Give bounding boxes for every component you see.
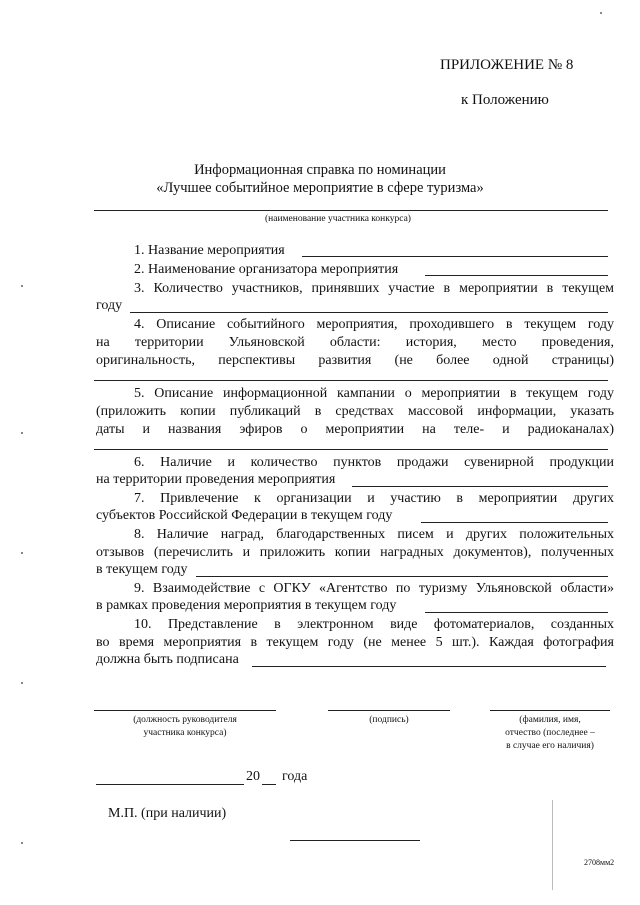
answer-line	[352, 486, 608, 487]
answer-line	[302, 256, 608, 257]
answer-line	[94, 449, 608, 450]
item-text-cont: отзывов (перечислить и приложить копии наградных документов), полученных	[96, 545, 614, 560]
item-number: 4.	[134, 317, 145, 332]
item-number: 2.	[134, 262, 145, 277]
item-text: Описание событийного мероприятия, проходившего в текущем году	[156, 317, 615, 332]
item-text-cont: в рамках проведения мероприятия в текущем году	[96, 598, 397, 613]
position-caption: (должность руководителя участника конкурса)	[133, 715, 237, 738]
list-item	[96, 454, 614, 472]
item-number: 6.	[134, 455, 145, 470]
item-number: 10.	[134, 617, 152, 632]
signature-line	[328, 710, 450, 711]
scan-mark	[21, 842, 23, 844]
answer-line	[130, 312, 608, 313]
document-title-line2: «Лучшее событийное мероприятие в сфере туризма»	[156, 180, 484, 196]
item-text: Количество участников, принявших участие в мероприятии в текущем	[153, 281, 615, 296]
date-year-prefix: 20	[246, 769, 260, 784]
date-year-line	[262, 784, 276, 785]
list-item	[96, 526, 614, 544]
item-text: Привлечение к организации и участию в мероприятии других	[160, 491, 615, 506]
item-text: Описание информационной кампании о мероприятии в текущем году	[154, 386, 614, 401]
item-number: 3.	[134, 281, 145, 296]
scan-edge-line	[552, 800, 553, 890]
item-number: 5.	[134, 386, 145, 401]
item-text: Представление в электронном виде фотоматериалов, созданных	[167, 617, 614, 632]
item-number: 1.	[134, 243, 145, 258]
footer-code: 2708мм2	[584, 858, 615, 867]
item-text: Название мероприятия	[148, 243, 285, 258]
participant-caption: (наименование участника конкурса)	[265, 214, 411, 224]
item-number: 9.	[134, 581, 145, 596]
stamp-line	[290, 840, 420, 841]
item-text-cont: году	[96, 298, 123, 313]
date-year-word: года	[282, 769, 308, 784]
scan-mark	[600, 12, 602, 14]
answer-line	[425, 275, 608, 276]
item-text-cont: субъектов Российской Федерации в текущем году	[96, 508, 393, 523]
full-name-line	[490, 710, 610, 711]
answer-line	[425, 612, 608, 613]
item-text: Наименование организатора мероприятия	[148, 262, 399, 277]
item-text: Наличие наград, благодарственных писем и других положительных	[156, 527, 614, 542]
scan-mark	[21, 552, 23, 554]
item-text-cont: должна быть подписана	[96, 652, 239, 667]
answer-line	[421, 522, 608, 523]
document-title-line1: Информационная справка по номинации	[194, 162, 446, 178]
item-text-cont: даты и названия эфиров о мероприятии на теле- и радиоканалах)	[96, 422, 614, 437]
list-item	[96, 242, 614, 260]
item-number: 7.	[134, 491, 145, 506]
answer-line	[94, 380, 608, 381]
item-text-cont: на территории Ульяновской области: история, место проведения,	[96, 335, 614, 350]
list-item	[96, 316, 614, 334]
list-item	[96, 580, 614, 598]
answer-line	[252, 666, 606, 667]
list-item	[96, 385, 614, 403]
list-item	[96, 280, 614, 298]
item-text-cont: на территории проведения мероприятия	[96, 472, 336, 487]
list-item	[96, 490, 614, 508]
item-text-cont: в текущем году	[96, 562, 188, 577]
stamp-place: М.П. (при наличии)	[108, 806, 227, 821]
to-regulation: к Положению	[461, 92, 549, 108]
list-item	[96, 616, 614, 634]
item-number: 8.	[134, 527, 145, 542]
item-text-cont: (приложить копии публикаций в средствах массовой информации, указать	[96, 404, 614, 419]
signature-caption: (подпись)	[369, 715, 409, 725]
item-text: Взаимодействие с ОГКУ «Агентство по туризму Ульяновской области»	[152, 581, 614, 596]
position-signature-line	[94, 710, 276, 711]
scan-mark	[21, 682, 23, 684]
participant-name-line	[94, 210, 608, 211]
full-name-caption: (фамилия, имя, отчество (последнее – в случае его наличия)	[505, 715, 595, 751]
scan-mark	[21, 285, 23, 287]
list-item	[96, 261, 614, 279]
item-text: Наличие и количество пунктов продажи сувенирной продукции	[160, 455, 615, 470]
item-text-cont: во время мероприятия в текущем году (не менее 5 шт.). Каждая фотография	[96, 635, 614, 650]
appendix-number: ПРИЛОЖЕНИЕ № 8	[440, 57, 574, 73]
answer-line	[196, 576, 608, 577]
scan-mark	[21, 432, 23, 434]
date-line	[96, 784, 244, 785]
item-text-cont: оригинальность, перспективы развития (не более одной страницы)	[96, 353, 614, 368]
